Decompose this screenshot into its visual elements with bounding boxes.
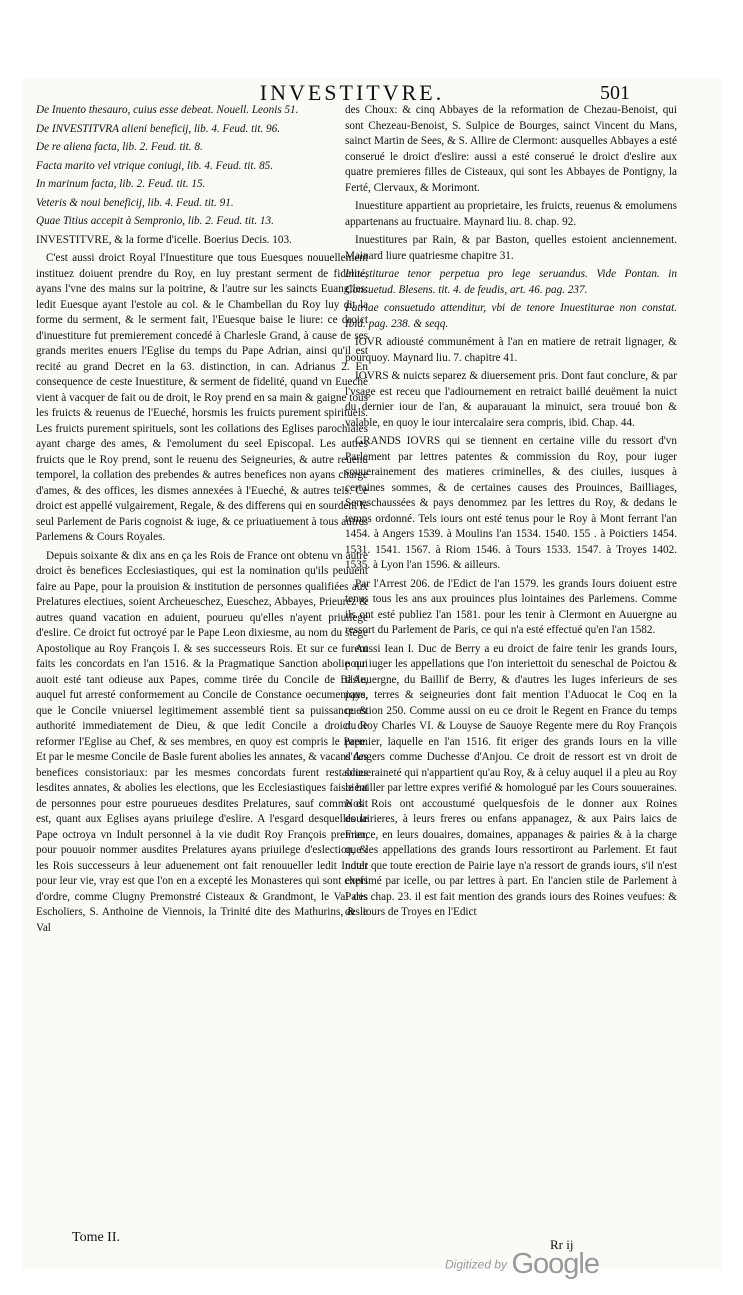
- left-para-2: De re aliena facta, lib. 2. Feud. tit. 8.: [36, 141, 203, 153]
- google-logo: Google: [511, 1248, 599, 1280]
- right-para-1: Inuestiture appartient au proprietaire, les fruicts, reuenus & emolumens appartenans au fructuaire. Maynard liu. 8. chap. 92.: [345, 200, 677, 228]
- right-para-0: des Choux: & cinq Abbayes de la reformation de Chezau-Benoist, qui sont Chezeau-Benoist, S. Sulpice de Bourges, sainct Vincent du Mans, sainct Martin de Sees, & S. Allire de Clermont: ausquelles Abbayes a esté conserué le droict d'eslire: aussi a esté conserué le droict d'eslire aux quatre premieres filles de Cisteaux, qui sont les Abbayes de Pontigny, la Ferté, Clervaux, & Morimont.: [345, 104, 677, 194]
- left-para-3: Facta marito vel vtrique coniugi, lib. 4. Feud. tit. 85.: [36, 159, 274, 172]
- signature-mark: Rr ij: [550, 1237, 574, 1252]
- page-number: 501: [600, 82, 630, 104]
- right-para-7: GRANDS IOVRS qui se tiennent en certaine ville du ressort d'vn Parlement par lettres patentes & commission du Roy, pour iuger souuerainement des matieres criminelles, & des ciuiles, iusques à certaines sommes, & de certaines causes des Prouinces, Bailliages, Seneschaussées & pays denommez par les lettres du Roy, & dedans le temps ordonné. Tels iours ont esté tenus pour le Roy à Mont ferrant l'an 1454. à Angers 1539. à Moulins l'an 1534. 1540. 155 . à Poictiers 1454. 1531. 1541. 1567. à Riom 1546. à Tours 1533. 1547. à Troyes 1402. 1535. à Lyon l'an 1596. & ailleurs.: [345, 435, 677, 571]
- right-para-4: Patriae consuetudo attenditur, vbi de tenore Inuestiturae non constat. Ibid. pag. 238. & seqq.: [345, 302, 677, 330]
- right-para-6: IOVRS & nuicts separez & diuersement pris. Dont faut conclure, & par l'vsage est receu que l'adiournement en retraict baillé deuëment la nuict du dernier iour de l'an, & auparauant la minuict, sera trouué bon & valable, en quoy le iour intercalaire sera compris, ibid. Chap. 44.: [345, 370, 677, 429]
- left-para-1: De INVESTITVRA alieni beneficij, lib. 4. Feud. tit. 96.: [36, 122, 281, 135]
- left-para-0: De Inuento thesauro, cuius esse debeat. Nouell. Leonis 51.: [36, 104, 299, 116]
- right-para-8: Par l'Arrest 206. de l'Edict de l'an 1579. les grands Iours doiuent estre tenus tous les ans aux prouinces plus lointaines des Parlemens. Comme ils ont esté publiez l'an 1581. pour les tenir à Clermont en Auuergne au ressort du Parlement de Paris, ce qui n'a esté effectué qu'en l'an 1582.: [345, 577, 677, 636]
- right-para-9: Aussi Iean I. Duc de Berry a eu droict de faire tenir les grands Iours, pour iuger les appellations que l'on interiettoit du seneschal de Poictou & d'Auuergne, du Baillif de Berry, & d'autres les Iuges inferieurs de ses pays, terres & seigneuries dont fait mention l'Aduocat le Coq en la question 250. Comme aussi on eu ce droit le Regent en France du temps du Roy Charles VI. & Louyse de Sauoye Regente mere du Roy François premier, laquelle en l'an 1516. fit eriger des grands Iours en la ville d'Angers comme Duchesse d'Anjou. Ce droit de ressort est vn droit de souueraineté qui n'appartient qu'au Roy, & à celuy auquel il a pleu au Roy le bailler par lettre expres verifié & homologué par les Cours souueraines. Nos Rois ont accoustumé quelquesfois de le donner aux Roines douairieres, à leurs freres ou enfans appanagez, & aux Pairs laics de France, en leurs douaires, domaines, appanages & pairies & à la charge que les appellations des grands Iours ressortiront au Parlement. Et faut noter que toute erection de Pairie laye n'a ressort de grands iours, s'il n'est exprimé par icelle, ou par lettres à part. En l'ancien stile de Parlement à Paris chap. 23. il est fait mention des grands iours des Roines veufues: & des iours de Troyes en l'Edict: [345, 642, 677, 918]
- left-para-5: Veteris & noui beneficij, lib. 4. Feud. tit. 91.: [36, 196, 234, 209]
- left-para-7: INVESTITVRE, & la forme d'icelle. Boerius Decis. 103.: [36, 233, 292, 246]
- left-para-4: In marinum facta, lib. 2. Feud. tit. 15.: [36, 178, 206, 190]
- right-para-3: Inuestiturae tenor perpetua pro lege seruandus. Vide Pontan. in Consuetud. Blesens. tit. 4. de feudis, art. 46. pag. 237.: [345, 268, 677, 296]
- left-para-9: Depuis soixante & dix ans en ça les Rois de France ont obtenu vn autre droict ès benefices Ecclesiastiques, qui est la nomination qu'ils peuuent faire au Pape, pour la prouision & institution de personnes qualifiées aux Prelatures electiues, soient Archeueschez, Eueschez, Abbayes, Prieurez & autres quand vacation en aduient, pourueu qu'elles n'ayent priuilege d'eslire. Ce droict fut octroyé par le Pape Leon dixiesme, au nom du siege Apostolique au Roy François I. & ses successeurs Rois. Et sur ce furent faits les concordats en l'an 1516. & la Pragmatique Sanction abolie qui auoit esté tant odieuse aux Papes, comme tirée du Concile de Basle, auquel fut arresté conformement au Concile de Constance oecumenique, que le Concile vniuersel legitimement assemblé tient sa puissance & authorité immediatement de Dieu, & que ledit Concile a droict de reformer l'Eglise au Chef, & ses membres, en quoy est compris le Pape. Et par le mesme Concile de Basle furent abolies les annates, & vacans des benefices consistoriaux: par les mesmes concordats furent restablies lesdites annates, & abolies les elections, que les Ecclesiastiques faisoient de personnes pour estre pourueues desdites Prelatures, sauf comme dit est, quant aux Eglises ayans priuilege d'eslire. A l'esgard desquelles le Pape octroya vn Indult personnel à la vie dudit Roy François premier, pour pouuoir nommer ausdites Prelatures ayans priuilege d'eslection, & les Rois successeurs à leur aduenement ont fait renouueller ledit Indult pour leur vie, vray est que l'on en a excepté les Monasteres qui sont chefs d'ordre, comme Clugny Premonstré Cisteaux & Grandmont, le Val des Escholiers, S. Anthoine de Viennois, la Trinité dite des Mathurins, & le Val: [36, 549, 368, 934]
- digitized-label: Digitized by: [445, 1257, 508, 1272]
- tome-label: Tome II.: [72, 1230, 121, 1245]
- digitized-by-watermark: [445, 1248, 599, 1281]
- running-title: INVESTITVRE.: [259, 80, 445, 105]
- right-para-2: Inuestitures par Rain, & par Baston, quelles estoient anciennement. Mainard liure quatriesme chapitre 31.: [345, 234, 677, 262]
- right-para-5: IOVR adiousté communément à l'an en matiere de retrait lignager, & pourquoy. Maynard liu. 7. chapitre 41.: [345, 336, 677, 364]
- right-column: [345, 103, 677, 924]
- left-para-6: Quae Titius accepit à Sempronio, lib. 2. Feud. tit. 13.: [36, 215, 274, 227]
- left-para-8: C'est aussi droict Royal l'Inuestiture que tous Euesques nouuellement instituez doiuent prendre du Roy, en luy prestant serment de fidelité, ayans l'vne des mains sur la poitrine, & l'autre sur les saincts Euangiles: ledit Euesque ayant l'estole au col. & le Chambellan du Roy luy dit la forme du serment, & le serment fait, l'Euesque baise le liure: ce droict d'inuestiture fut premierement concedé à Charlesle Grand, à cause de ses grands merites enuers l'Eglise du temps du Pape Adrian, ainsi qu'il est recité au grand Decret en la 63. distinction, in can. Adrianus 2. En consequence de ceste Inuestiture, & serment de fidelité, quand vn Eueché vient à vacquer de fait ou de droit, le Roy prend en sa main & gaigne tous les fruicts & reuenus de l'Eueché, horsmis les fruicts purement spirituels. Les fruicts purement spirituels, sont les collations des Eglises parochiales ayant charge des ames, & l'emolument du seel Episcopal. Les autres fruicts que le Roy prend, sont le reuenu des Seigneuries, & autre reuenu temporel, la collation des prebendes & autres benefices non ayans charge d'ames, & des offices, les dismes annexées à l'Eueché, & autres tels. Ce droict est appellé vulgairement, Regale, & des differens qui en sourdent le seul Parlement de Paris cognoist & iuge, & ce priuatiuement à tous autres Parlemens & Cours Royales.: [36, 252, 368, 543]
- left-column: [36, 103, 368, 939]
